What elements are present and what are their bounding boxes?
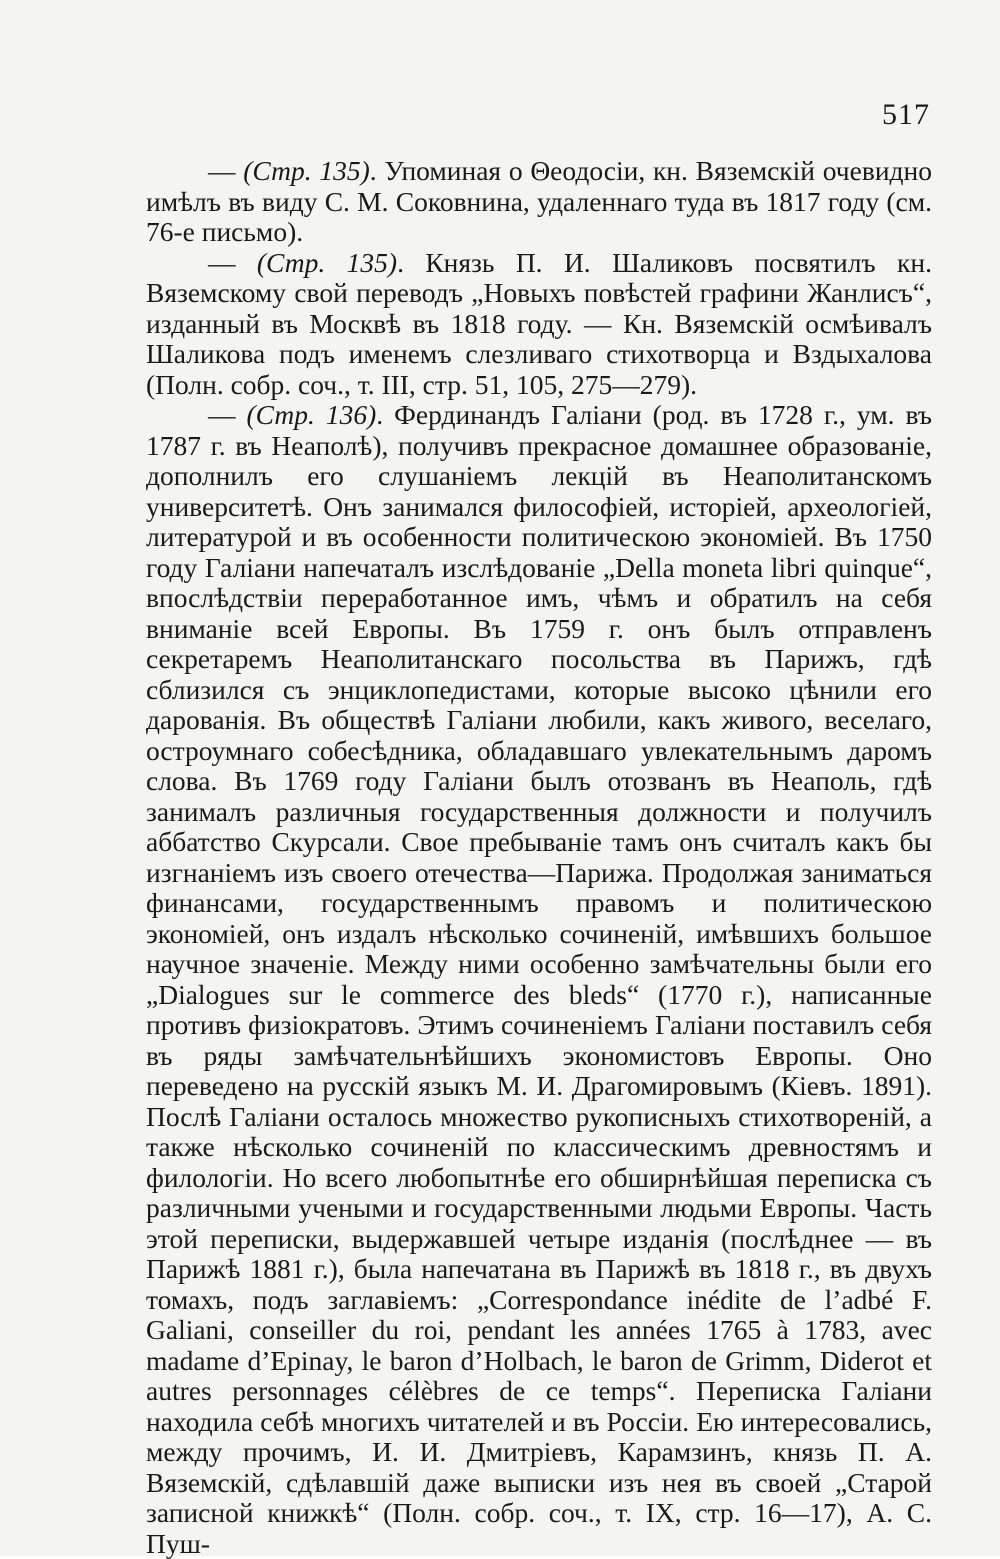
page-reference: (Стр. 135)	[256, 246, 398, 278]
page-reference: (Стр. 135)	[243, 155, 370, 186]
page-reference: (Стр. 136)	[246, 399, 377, 430]
paragraph-note-3	[146, 400, 932, 1559]
note-dash: —	[208, 246, 257, 278]
note-dash: —	[208, 155, 244, 186]
paragraph-note-2	[146, 248, 932, 401]
paragraph-note-1	[146, 156, 932, 248]
paragraph-text: . Упоминая о Θеодосіи, кн. Вяземскій очевидно имѣлъ въ виду С. М. Соковнина, удаленнаго туда въ 1817 году (см. 76-е письмо).	[146, 155, 932, 247]
note-dash: —	[208, 399, 247, 430]
body-text	[146, 156, 932, 1559]
page-number: 517	[882, 98, 930, 131]
paragraph-text: . Князь П. И. Шаликовъ посвятилъ кн. Вяземскому свой переводъ „Новыхъ повѣстей графини Жанлисъ“, изданный въ Москвѣ въ 1818 году. — Кн. Вяземскій осмѣивалъ Шаликова подъ именемъ слезливаго стихотворца и Вздыхалова (Полн. собр. соч., т. III, стр. 51, 105, 275—279).	[146, 246, 932, 400]
paragraph-text: . Фердинандъ Галіани (род. въ 1728 г., ум. въ 1787 г. въ Неаполѣ), получивъ прекрасное домашнее образованіе, дополнилъ его слушаніемъ лекцій въ Неаполитанскомъ университетѣ. Онъ занимался философіей, исторіей, археологіей, литературой и въ особенности политическою экономіей. Въ 1750 году Галіани напечаталъ изслѣдованіе „Della moneta libri quinque“, впослѣдствіи переработанное имъ, чѣмъ и обратилъ на себя вниманіе всей Европы. Въ 1759 г. онъ былъ отправленъ секретаремъ Неаполитанскаго посольства въ Парижъ, гдѣ сблизился съ энциклопедистами, которые высоко цѣнили его дарованія. Въ обществѣ Галіани любили, какъ живого, веселаго, остроумнаго собесѣдника, обладавшаго увлекательнымъ даромъ слова. Въ 1769 году Галіани былъ отозванъ въ Неаполь, гдѣ занималъ различныя государственныя должности и получилъ аббатство Скурсали. Свое пребываніе тамъ онъ считалъ какъ бы изгнаніемъ изъ своего отечества—Парижа. Продолжая заниматься финансами, государственнымъ правомъ и политическою экономіей, онъ издалъ нѣсколько сочиненій, имѣвшихъ большое научное значеніе. Между ними особенно замѣчательны были его „Dialogues sur le commerce des bleds“ (1770 г.), написанные противъ физіократовъ. Этимъ сочиненіемъ Галіани поставилъ себя въ ряды замѣчательнѣйшихъ экономистовъ Европы. Оно переведено на русскій языкъ М. И. Драгомировымъ (Кіевъ. 1891). Послѣ Галіани осталось множество рукописныхъ стихотвореній, а также нѣсколько сочиненій по классическимъ древностямъ и филологіи. Но всего любопытнѣе его обширнѣйшая переписка съ различными учеными и государственными людьми Европы. Часть этой переписки, выдержавшей четыре изданія (послѣднее — въ Парижѣ 1881 г.), была напечатана въ Парижѣ въ 1818 г., въ двухъ томахъ, подъ заглавіемъ: „Correspondance inédite de l’adbé F. Galiani, conseiller du roi, pendant les années 1765 à 1783, avec madame d’Epinay, le baron d’Holbach, le baron de Grimm, Diderot et autres personnages célèbres de ce temps“. Переписка Галіани находила себѣ многихъ читателей и въ Россіи. Ею интересовались, между прочимъ, И. И. Дмитріевъ, Карамзинъ, князь П. А. Вяземскій, сдѣлавшій даже выписки изъ нея въ своей „Старой записной книжкѣ“ (Полн. собр. соч., т. IX, стр. 16—17), А. С. Пуш-	[146, 399, 932, 1559]
